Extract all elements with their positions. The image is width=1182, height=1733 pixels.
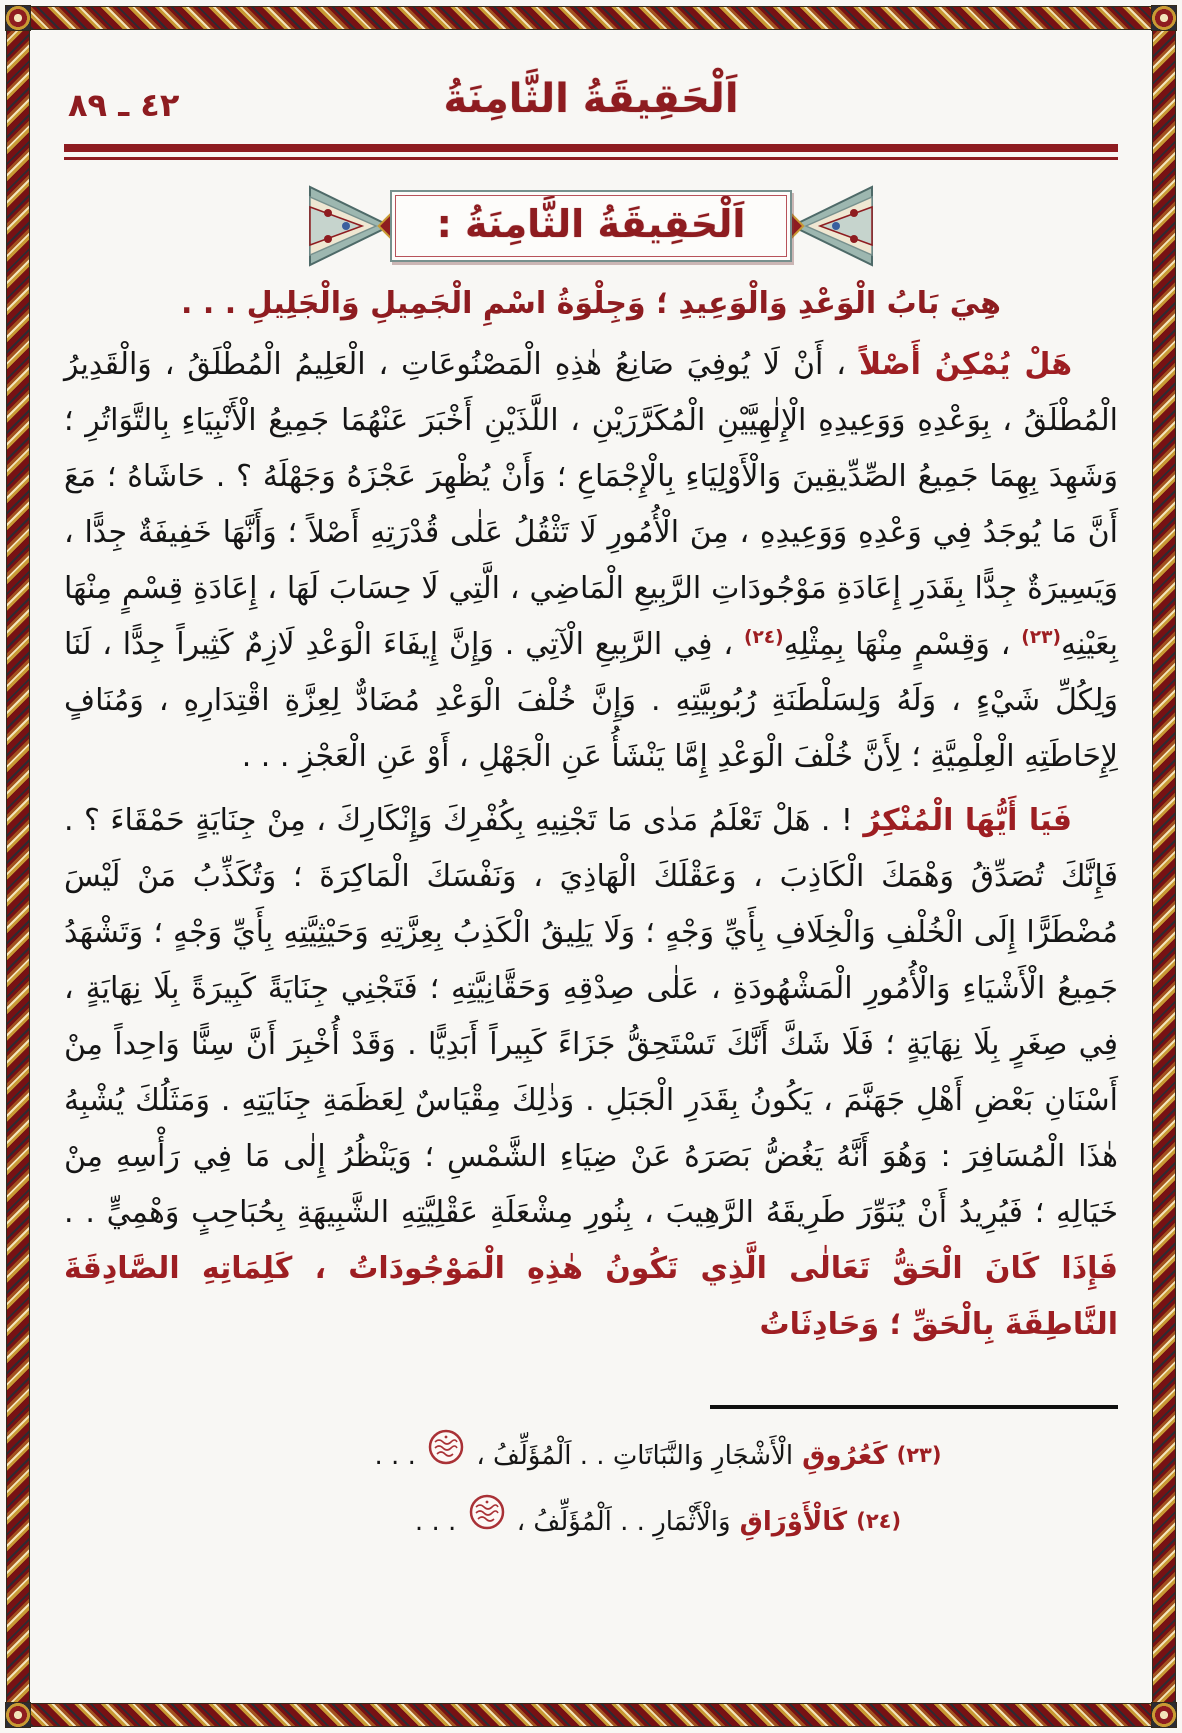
footnote-lead: كَعُرُوقِ <box>793 1441 897 1471</box>
page-title: اَلْحَقِيقَةُ الثَّامِنَةُ <box>443 76 739 122</box>
text-segment: ، وَقِسْمٍ مِنْهَا بِمِثْلِهِ <box>783 627 1022 662</box>
footnote-separator <box>710 1405 1118 1409</box>
footnote-text: الْأَشْجَارِ وَالنَّبَاتَاتِ . . اَلْمُؤَلِّفُ ، <box>468 1441 794 1471</box>
footnote-ref: (٢٤) <box>743 627 784 648</box>
text-segment: هَلْ يُمْكِنُ أَصْلاً <box>858 347 1072 382</box>
text-segment: فَإِذَا كَانَ الْحَقُّ تَعَالٰى الَّذِي تَكُونُ هٰذِهِ الْمَوْجُودَاتُ ، كَلِمَاتِهِ الصَّادِقَةَ النَّاطِقَةَ بِالْحَقِّ ؛ وَحَادِثَاتُ <box>64 1251 1118 1342</box>
page-header <box>64 76 1118 138</box>
footnote-ref: (٢٣) <box>1021 627 1061 648</box>
body-paragraphs <box>64 337 1118 1353</box>
border-corner-icon <box>5 1702 31 1728</box>
text-segment: ، فِي الرَّبِيعِ الْآتِي . وَإِنَّ إِيفَاءَ الْوَعْدِ لَازِمٌ كَثِيراً جِدًّا ، لَنَا وَلِكُلِّ شَيْءٍ ، وَلَهُ وَلِسَلْطَنَةِ رُبُوبِيَّتِهِ . وَإِنَّ خُلْفَ الْوَعْدِ مُضَادٌّ لِعِزَّةِ اقْتِدَارِهِ ، وَمُنَافٍ لِإِحَاطَتِهِ الْعِلْمِيَّةِ ؛ لِأَنَّ خُلْفَ الْوَعْدِ إِمَّا يَنْشَأُ عَنِ الْجَهْلِ ، أَوْ عَنِ الْعَجْزِ . . . <box>64 627 1118 774</box>
footnote-marker: (٢٤) <box>856 1508 902 1533</box>
section-title-box <box>390 190 792 262</box>
section-title: اَلْحَقِيقَةُ الثَّامِنَةُ : <box>436 202 746 246</box>
floral-ornament-left-icon <box>302 183 398 269</box>
border-band-bottom <box>6 1703 1176 1727</box>
header-rule-thick <box>64 144 1118 152</box>
footnote-marker: (٢٣) <box>896 1443 942 1467</box>
floral-ornament-right-icon <box>784 183 880 269</box>
title-box <box>390 190 792 262</box>
footnote-lead: كَالْأَوْرَاقِ <box>730 1506 857 1537</box>
page-content <box>36 38 1146 1695</box>
header-rule <box>64 144 1118 160</box>
header-rule-thin <box>64 157 1118 160</box>
footnote-tail: . . . <box>374 1441 425 1471</box>
border-band-right <box>1152 6 1176 1727</box>
border-corner-icon <box>5 5 31 31</box>
footnote-tail: . . . <box>414 1506 465 1537</box>
footnotes-list <box>338 1423 978 1554</box>
text-segment: ، أَنْ لَا يُوفِيَ صَانِعُ هٰذِهِ الْمَصْنُوعَاتِ ، الْعَلِيمُ الْمُطْلَقُ ، وَالْقَدِيرُ الْمُطْلَقُ ، بِوَعْدِهِ وَوَعِيدِهِ الْإِلٰهِيَّيْنِ الْمُكَرَّرَيْنِ ، اللَّذَيْنِ أَخْبَرَ عَنْهُمَا جَمِيعُ الْأَنْبِيَاءِ بِالتَّوَاتُرِ ؛ وَشَهِدَ بِهِمَا جَمِيعُ الصِّدِّيقِينَ وَالْأَوْلِيَاءِ بِالْإِجْمَاعِ ؛ وَأَنْ يُظْهِرَ عَجْزَهُ وَجَهْلَهُ ؟ . حَاشَاهُ ؛ مَعَ أَنَّ مَا يُوجَدُ فِي وَعْدِهِ وَوَعِيدِهِ ، مِنَ الْأُمُورِ لَا تَثْقُلُ عَلٰى قُدْرَتِهِ أَصْلاً ؛ وَأَنَّهَا خَفِيفَةٌ جِدًّا ، وَيَسِيرَةٌ جِدًّا بِقَدَرِ إِعَادَةِ مَوْجُودَاتِ الرَّبِيعِ الْمَاضِي ، الَّتِي لَا حِسَابَ لَهَا ، إِعَادَةِ قِسْمٍ مِنْهَا بِعَيْنِهِ <box>64 347 1118 662</box>
border-corner-icon <box>1151 1702 1177 1728</box>
footnote-item <box>338 1423 978 1489</box>
text-segment: ! . هَلْ تَعْلَمُ مَدٰى مَا تَجْنِيهِ بِكُفْرِكَ وَإِنْكَارِكَ ، مِنْ جِنَايَةٍ حَمْقَاءَ ؟ . فَإِنَّكَ تُصَدِّقُ وَهْمَكَ الْكَاذِبَ ، وَعَقْلَكَ الْهَاذِيَ ، وَنَفْسَكَ الْمَاكِرَةَ ؛ وَتُكَذِّبُ مَنْ لَيْسَ مُضْطَرًّا إِلَى الْخُلْفِ وَالْخِلَافِ بِأَيِّ وَجْهٍ ؛ وَلَا يَلِيقُ الْكَذِبُ بِعِزَّتِهِ وَحَيْثِيَّتِهِ بِأَيِّ وَجْهٍ ؛ وَتَشْهَدُ جَمِيعُ الْأَشْيَاءِ وَالْأُمُورِ الْمَشْهُودَةِ ، عَلٰى صِدْقِهِ وَحَقَّانِيَّتِهِ ؛ فَتَجْنِي جِنَايَةً كَبِيرَةً بِلَا نِهَايَةٍ ، فِي صِغَرٍ بِلَا نِهَايَةٍ ؛ فَلَا شَكَّ أَنَّكَ تَسْتَحِقُّ جَزَاءً كَبِيراً أَبَدِيًّا . وَقَدْ أُخْبِرَ أَنَّ سِنًّا وَاحِداً مِنْ أَسْنَانِ بَعْضِ أَهْلِ جَهَنَّمَ ، يَكُونُ بِقَدَرِ الْجَبَلِ . وَذٰلِكَ مِقْيَاسٌ لِعَظَمَةِ جِنَايَتِهِ . وَمَثَلُكَ يُشْبِهُ هٰذَا الْمُسَافِرَ : وَهُوَ أَنَّهُ يَغُضُّ بَصَرَهُ عَنْ ضِيَاءِ الشَّمْسِ ؛ وَيَنْظُرُ إِلٰى مَا فِي رَأْسِهِ مِنْ خَيَالِهِ ؛ فَيُرِيدُ أَنْ يُنَوِّرَ طَرِيقَهُ الرَّهِيبَ ، بِنُورِ مِشْعَلَةِ عَقْلِيَّتِهِ الشَّبِيهَةِ بِحُبَاحِبٍ وَهْمِيٍّ . . <box>64 803 1118 1230</box>
text-segment: فَيَا أَيُّهَا الْمُنْكِرُ <box>863 803 1072 838</box>
border-band-left <box>6 6 30 1727</box>
footnote-text: وَالْأَثْمَارِ . . اَلْمُؤَلِّفُ ، <box>508 1506 731 1537</box>
border-band-top <box>6 6 1176 30</box>
border-corner-icon <box>1151 5 1177 31</box>
body-paragraph <box>64 793 1118 1353</box>
body-paragraph <box>64 337 1118 785</box>
author-seal-icon <box>469 1490 505 1554</box>
section-subtitle: هِيَ بَابُ الْوَعْدِ وَالْوَعِيدِ ؛ وَجِلْوَةُ اسْمِ الْجَمِيلِ وَالْجَلِيلِ . . . <box>181 286 1001 321</box>
footnote-item <box>338 1489 978 1555</box>
author-seal-icon <box>428 1425 464 1489</box>
page-number: ٤٢ ـ ٨٩ <box>68 86 180 124</box>
